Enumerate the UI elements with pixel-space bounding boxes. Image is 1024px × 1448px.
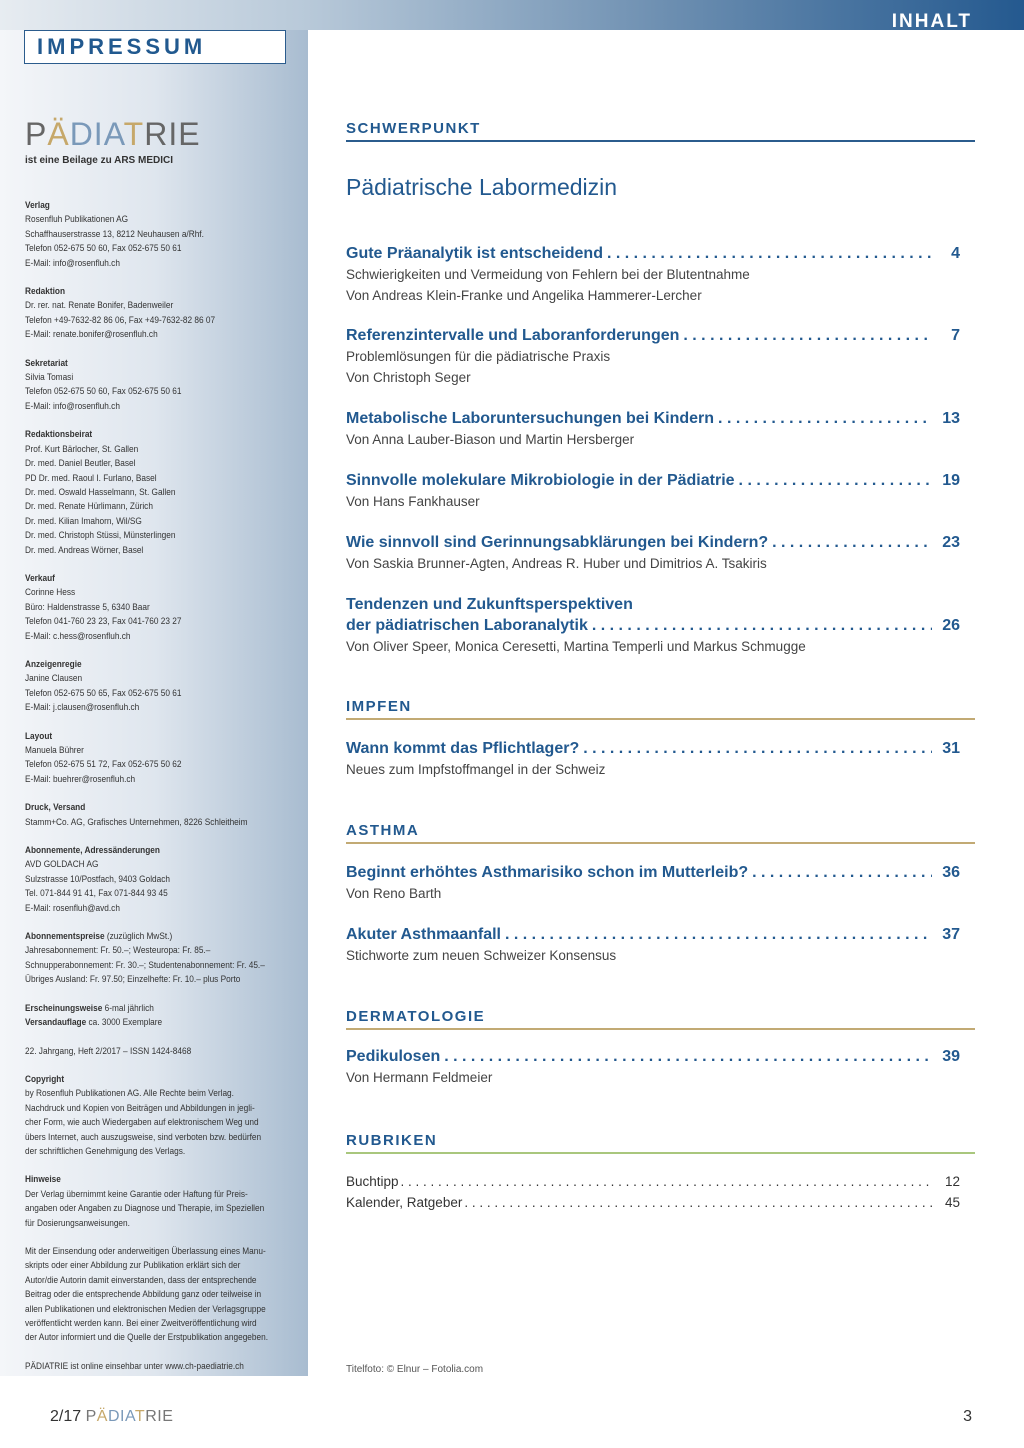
dot-leader <box>679 325 932 346</box>
toc-entry[interactable] <box>346 1046 960 1088</box>
impressum-block-line: Telefon 052-675 50 60, Fax 052-675 50 61 <box>25 386 182 397</box>
section-heading-dermatologie: DERMATOLOGIE <box>346 1008 975 1030</box>
entry-title[interactable]: Metabolische Laboruntersuchungen bei Kindern <box>346 410 715 427</box>
einsendung-line: skripts oder einer Abbildung zur Publikation erklärt sich der <box>25 1260 241 1271</box>
footer-issue-number: 2/17 <box>50 1408 82 1425</box>
toc-entry[interactable] <box>346 325 960 388</box>
footer-logo-letters-2: Ä <box>96 1408 108 1425</box>
hinweis-line: für Dosierungsanweisungen. <box>25 1217 130 1228</box>
entry-authors: Von Hermann Feldmeier <box>346 1070 493 1085</box>
page-number: 31 <box>942 740 960 757</box>
entry-title[interactable]: Beginnt erhöhtes Asthmarisiko schon im Mutterleib? <box>346 864 749 881</box>
rubrik-title[interactable]: Kalender, Ratgeber <box>346 1195 463 1210</box>
impressum-block-line: PD Dr. med. Raoul I. Furlano, Basel <box>25 472 157 483</box>
impressum-block-line: Manuela Bührer <box>25 745 84 755</box>
dot-leader <box>748 862 932 883</box>
page-number: 36 <box>942 864 960 881</box>
impressum-block-line: Dr. med. Oswald Hasselmann, St. Gallen <box>25 486 176 497</box>
issue-line: 22. Jahrgang, Heft 2/2017 – ISSN 1424-8468 <box>25 1045 192 1056</box>
logo-letters-2: Ä <box>47 116 70 152</box>
hinweis-line: angaben oder Angaben zu Diagnose und Therapie, im Speziellen <box>25 1203 265 1214</box>
impressum-block-line: Tel. 071-844 91 41, Fax 071-844 93 45 <box>25 888 168 899</box>
erscheinung-block <box>25 1001 310 1030</box>
impressum-title: IMPRESSUM <box>37 34 207 59</box>
dot-leader <box>768 532 932 553</box>
impressum-block-line: Dr. rer. nat. Renate Bonifer, Badenweiler <box>25 300 174 311</box>
focus-title: Pädiatrische Labormedizin <box>346 174 618 200</box>
page-number: 4 <box>951 245 960 262</box>
dot-leader <box>579 738 932 759</box>
footer-issue <box>50 1408 173 1426</box>
page-number: 7 <box>951 327 960 344</box>
copyright-block <box>25 1072 310 1158</box>
impressum-block <box>25 356 310 414</box>
impressum-block-line: Sulzstrasse 10/Postfach, 9403 Goldach <box>25 873 170 884</box>
entry-subtitle: Neues zum Impfstoffmangel in der Schweiz <box>346 762 606 777</box>
page-number: 45 <box>944 1195 960 1210</box>
einsendung-block <box>25 1244 310 1345</box>
entry-title[interactable]: Wann kommt das Pflichtlager? <box>346 740 580 757</box>
erscheinung-value: 6-mal jährlich <box>102 1002 154 1013</box>
impressum-title-box <box>24 30 286 64</box>
prices-line: Schnupperabonnement: Fr. 30.–; Studentenabonnement: Fr. 45.– <box>25 959 265 970</box>
impressum-block-line: E-Mail: info@rosenfluh.ch <box>25 257 120 268</box>
impressum-block <box>25 843 310 915</box>
impressum-block-line: Dr. med. Kilian Imahorn, Wil/SG <box>25 515 142 526</box>
footer-logo-letters-1: P <box>85 1408 97 1425</box>
dot-leader <box>440 1046 932 1067</box>
prices-heading-suffix: (zuzüglich MwSt.) <box>104 931 173 942</box>
entry-title[interactable]: der pädiatrischen Laboranalytik <box>346 617 588 634</box>
entry-authors: Von Oliver Speer, Monica Ceresetti, Martina Temperli und Markus Schmugge <box>346 639 806 654</box>
page-number-footer: 3 <box>963 1408 972 1425</box>
prices-line: Jahresabonnement: Fr. 50.–; Westeuropa: Fr. 85.– <box>25 945 211 956</box>
section-heading-asthma: ASTHMA <box>346 822 975 844</box>
impressum-block-line: Büro: Haldenstrasse 5, 6340 Baar <box>25 601 150 612</box>
impressum-block-line: Telefon 052-675 51 72, Fax 052-675 50 62 <box>25 759 182 770</box>
auflage-label: Versandauflage <box>25 1017 87 1028</box>
impressum-block-line: E-Mail: j.clausen@rosenfluh.ch <box>25 702 140 713</box>
copyright-line: cher Form, wie auch Wiedergaben auf elektronischem Weg und <box>25 1117 259 1128</box>
impressum-block-line: Dr. med. Daniel Beutler, Basel <box>25 458 136 469</box>
impressum-block-line: Telefon 052-675 50 60, Fax 052-675 50 61 <box>25 243 182 254</box>
einsendung-line: Autor/die Autorin damit einverstanden, dass der entsprechende <box>25 1274 257 1285</box>
dot-leader <box>462 1193 932 1213</box>
page-number: 13 <box>942 410 960 427</box>
logo-letters-3: DIA <box>69 116 124 152</box>
copyright-line: by Rosenfluh Publikationen AG. Alle Rechte beim Verlag. <box>25 1088 234 1099</box>
toc-entry[interactable] <box>346 862 960 904</box>
impressum-block-line: E-Mail: info@rosenfluh.ch <box>25 400 120 411</box>
copyright-line: Nachdruck und Kopien von Beiträgen und Abbildungen in jegli- <box>25 1102 255 1113</box>
page-number: 37 <box>942 926 960 943</box>
entry-authors: Von Hans Fankhauser <box>346 494 480 509</box>
impressum-block-line: Corinne Hess <box>25 587 76 598</box>
entry-subtitle: Schwierigkeiten und Vermeidung von Fehlern bei der Blutentnahme <box>346 267 750 282</box>
impressum-block-heading: Sekretariat <box>25 357 68 368</box>
impressum-block-line: Rosenfluh Publikationen AG <box>25 214 129 225</box>
einsendung-line: veröffentlicht werden kann. Bei einer Zweitveröffentlichung wird <box>25 1318 257 1328</box>
einsendung-line: der Autor informiert und die Quelle der Erstpublikation angegeben. <box>25 1332 269 1343</box>
impressum-block-line: E-Mail: c.hess@rosenfluh.ch <box>25 630 131 641</box>
impressum-block-line: Dr. med. Andreas Wörner, Basel <box>25 544 144 555</box>
impressum-block-line: Schaffhauserstrasse 13, 8212 Neuhausen a/Rhf. <box>25 228 204 239</box>
impressum-block <box>25 284 310 342</box>
impressum-block-line: Telefon 052-675 50 65, Fax 052-675 50 61 <box>25 687 182 698</box>
impressum-block-heading: Verkauf <box>25 572 55 583</box>
hinweis-block <box>25 1172 310 1230</box>
impressum-block-line: AVD GOLDACH AG <box>25 859 99 870</box>
impressum-block <box>25 198 310 270</box>
page-number: 19 <box>942 472 960 489</box>
entry-authors: Von Reno Barth <box>346 886 442 901</box>
entry-authors: Von Anna Lauber-Biason und Martin Hersberger <box>346 432 635 447</box>
impressum-contact-blocks <box>25 198 310 915</box>
entry-subtitle: Problemlösungen für die pädiatrische Praxis <box>346 349 611 364</box>
impressum-block-line: E-Mail: rosenfluh@avd.ch <box>25 902 120 913</box>
impressum-block <box>25 729 310 787</box>
impressum-block-line: Silvia Tomasi <box>25 372 74 383</box>
prices-line: Übriges Ausland: Fr. 97.50; Einzelhefte: Fr. 10.– plus Porto <box>25 974 241 985</box>
logo-subtitle: ist eine Beilage zu ARS MEDICI <box>25 155 173 166</box>
dot-leader <box>588 615 932 636</box>
einsendung-line: Mit der Einsendung oder anderweitigen Überlassung eines Manu- <box>25 1245 266 1256</box>
logo-letters-1: P <box>25 116 48 152</box>
footer-logo-letters-4: T <box>134 1408 146 1425</box>
footer-logo-letters-3: DIA <box>107 1408 135 1425</box>
rubrik-title[interactable]: Buchtipp <box>346 1174 399 1189</box>
entry-title[interactable]: Wie sinnvoll sind Gerinnungsabklärungen bei Kindern? <box>346 534 769 551</box>
toc-entry[interactable] <box>346 532 960 574</box>
toc-entry[interactable] <box>346 924 960 966</box>
impressum-block-line: Janine Clausen <box>25 673 83 684</box>
impressum-block-line: Stamm+Co. AG, Grafisches Unternehmen, 8226 Schleitheim <box>25 816 248 827</box>
toc-entry[interactable] <box>346 243 960 306</box>
erscheinung-label: Erscheinungsweise <box>25 1002 103 1013</box>
auflage-value: ca. 3000 Exemplare <box>86 1017 163 1028</box>
rubrik-entry[interactable] <box>346 1193 960 1213</box>
impressum-block-line: Telefon 041-760 23 23, Fax 041-760 23 27 <box>25 616 182 627</box>
impressum-block-heading: Anzeigenregie <box>25 658 82 669</box>
toc-entry[interactable] <box>346 738 960 780</box>
section-heading-rubriken: RUBRIKEN <box>346 1132 975 1154</box>
impressum-block-heading: Redaktion <box>25 286 66 297</box>
online-block <box>25 1359 310 1373</box>
impressum-blocks <box>25 198 310 1387</box>
copyright-heading: Copyright <box>25 1073 65 1084</box>
hinweis-line: Der Verlag übernimmt keine Garantie oder Haftung für Preis- <box>25 1188 248 1199</box>
prices-heading: Abonnementspreise <box>25 931 105 942</box>
copyright-line: übers Internet, auch auszugsweise, sind verboten bzw. bedürfen <box>25 1131 262 1142</box>
section-heading-schwerpunkt: SCHWERPUNKT <box>346 120 975 142</box>
impressum-block-line: Prof. Kurt Bärlocher, St. Gallen <box>25 443 139 454</box>
entry-title[interactable]: Referenzintervalle und Laboranforderungen <box>346 327 680 344</box>
impressum-block-heading: Layout <box>25 730 53 741</box>
prices-block <box>25 929 310 987</box>
impressum-block-heading: Verlag <box>25 200 50 210</box>
toc-entry[interactable] <box>346 408 960 450</box>
entry-authors: Von Christoph Seger <box>346 370 471 385</box>
entry-title[interactable]: Gute Präanalytik ist entscheidend <box>346 245 603 262</box>
rubrik-entry[interactable] <box>346 1172 960 1192</box>
hinweis-heading: Hinweise <box>25 1174 61 1185</box>
entry-title[interactable]: Pedikulosen <box>346 1048 441 1065</box>
impressum-block-line: Dr. med. Renate Hürlimann, Zürich <box>25 501 153 512</box>
impressum-block-heading: Druck, Versand <box>25 802 86 813</box>
entry-authors: Von Andreas Klein-Franke und Angelika Hammerer-Lercher <box>346 288 702 303</box>
online-line: PÄDIATRIE ist online einsehbar unter www.ch-paediatrie.ch <box>25 1360 244 1371</box>
impressum-block-line: Telefon +49-7632-82 86 06, Fax +49-7632-82 86 07 <box>25 314 216 325</box>
section-label: INHALT <box>891 11 972 32</box>
page-number: 23 <box>942 534 960 551</box>
issue-block <box>25 1044 310 1058</box>
logo-letters-4: T <box>123 116 145 152</box>
page-number: 39 <box>942 1048 960 1065</box>
einsendung-line: Beitrag oder die entsprechende Abbildung ganz oder teilweise in <box>25 1289 262 1300</box>
impressum-block-heading: Abonnemente, Adressänderungen <box>25 845 160 856</box>
header-bar <box>0 0 1024 30</box>
footer-logo-letters-5: RIE <box>145 1408 174 1425</box>
dot-leader <box>501 924 932 945</box>
entry-title-line1[interactable]: Tendenzen und Zukunftsperspektiven <box>346 596 633 613</box>
impressum-block <box>25 800 310 829</box>
toc-entry[interactable] <box>346 470 960 512</box>
entry-title[interactable]: Akuter Asthmaanfall <box>346 926 501 943</box>
entry-subtitle: Stichworte zum neuen Schweizer Konsensus <box>346 948 617 963</box>
page-number: 12 <box>944 1174 960 1189</box>
impressum-block <box>25 427 310 557</box>
dot-leader <box>735 470 932 491</box>
toc-entry[interactable] <box>346 594 960 657</box>
page-number: 26 <box>942 617 960 634</box>
einsendung-line: allen Publikationen und elektronischen Medien der Verlagsgruppe <box>25 1303 266 1314</box>
dot-leader <box>714 408 932 429</box>
section-heading-impfen: IMPFEN <box>346 698 975 720</box>
photo-credit: Titelfoto: © Elnur – Fotolia.com <box>346 1364 484 1375</box>
impressum-block-heading: Redaktionsbeirat <box>25 429 93 440</box>
entry-authors: Von Saskia Brunner-Agten, Andreas R. Huber und Dimitrios A. Tsakiris <box>346 556 767 571</box>
dot-leader <box>399 1172 932 1192</box>
impressum-block <box>25 657 310 715</box>
logo-letters-5: RIE <box>144 116 201 152</box>
entry-title[interactable]: Sinnvolle molekulare Mikrobiologie in der Pädiatrie <box>346 472 735 489</box>
impressum-block <box>25 571 310 643</box>
footer-journal-logo <box>86 1408 174 1425</box>
journal-logo <box>25 116 201 152</box>
impressum-block-line: E-Mail: renate.bonifer@rosenfluh.ch <box>25 329 158 340</box>
copyright-line: der schriftlichen Genehmigung des Verlags. <box>25 1145 186 1156</box>
impressum-block-line: E-Mail: buehrer@rosenfluh.ch <box>25 773 136 784</box>
impressum-block-line: Dr. med. Christoph Stüssi, Münsterlingen <box>25 530 176 541</box>
dot-leader <box>603 243 932 264</box>
